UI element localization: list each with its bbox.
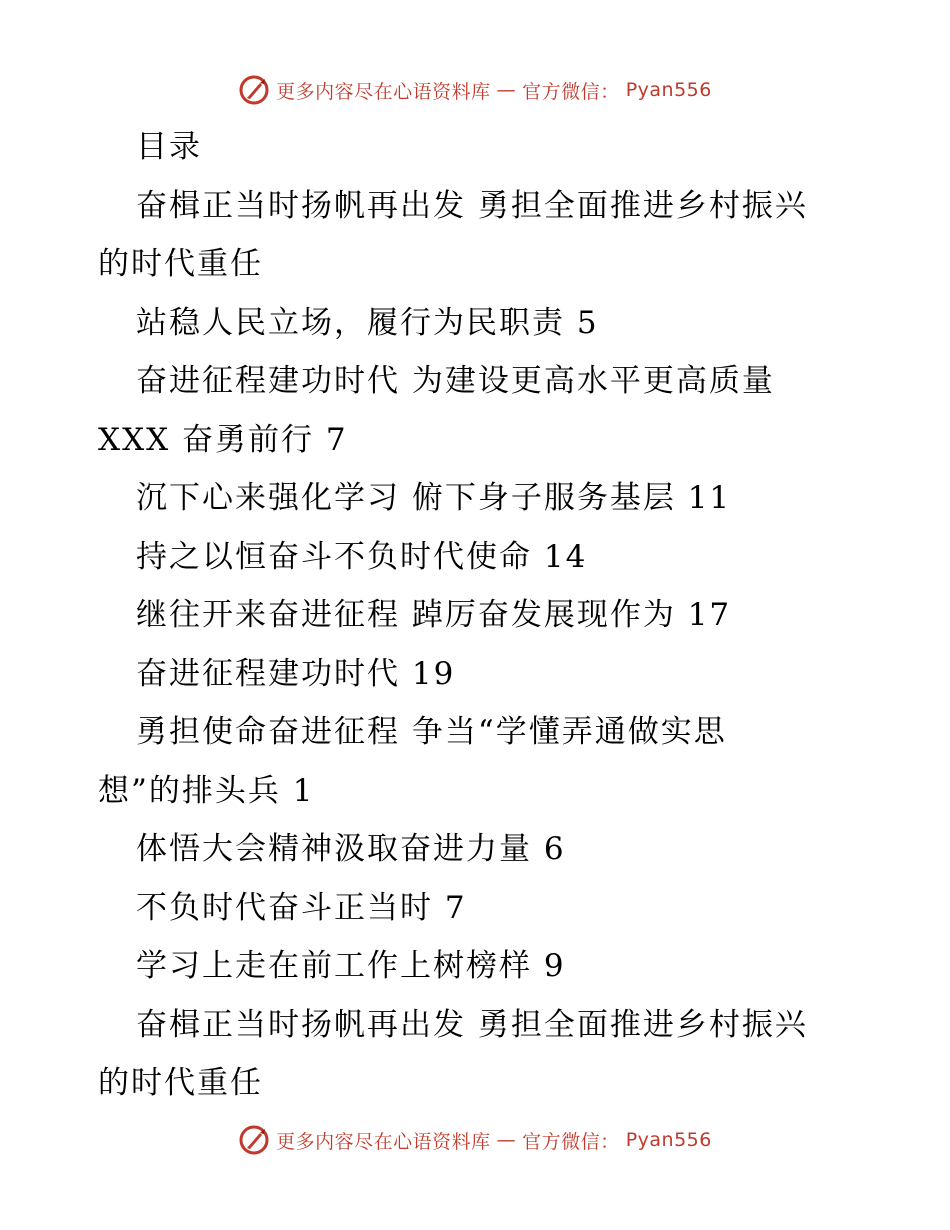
toc-entry: 奋楫正当时扬帆再出发 勇担全面推进乡村振兴 <box>136 187 808 224</box>
watermark-contact-label: 官方微信： <box>522 1130 620 1153</box>
watermark-separator: — <box>496 1129 517 1151</box>
toc-entry: 持之以恒奋斗不负时代使命 14 <box>136 538 588 575</box>
toc-entry-continuation: 的时代重任 <box>98 1065 263 1101</box>
header-watermark <box>0 74 950 106</box>
footer-watermark <box>0 1124 950 1156</box>
toc-entry-continuation: 想”的排头兵 1 <box>98 772 315 809</box>
toc-entry: 站稳人民立场，履行为民职责 5 <box>136 304 599 341</box>
quill-logo-icon <box>238 74 270 106</box>
toc-entry: 沉下心来强化学习 俯下身子服务基层 11 <box>136 480 732 516</box>
toc-entry: 奋进征程建功时代 19 <box>136 655 456 692</box>
watermark-contact-id: Pyan556 <box>625 79 712 101</box>
toc-entry: 勇担使命奋进征程 争当“学懂弄通做实思 <box>136 714 727 750</box>
toc-entry: 奋进征程建功时代 为建设更高水平更高质量 <box>136 363 775 399</box>
watermark-text: 更多内容尽在心语资料库 <box>276 80 491 103</box>
toc-entry-continuation: XXX 奋勇前行 7 <box>98 421 348 458</box>
toc-entry: 不负时代奋斗正当时 7 <box>136 889 467 926</box>
toc-entry: 奋楫正当时扬帆再出发 勇担全面推进乡村振兴 <box>136 1006 808 1043</box>
quill-logo-icon <box>238 1124 270 1156</box>
watermark-contact-label: 官方微信： <box>522 80 620 103</box>
watermark-text: 更多内容尽在心语资料库 <box>276 1130 491 1153</box>
toc-entry-continuation: 的时代重任 <box>98 246 263 282</box>
toc-heading: 目录 <box>136 129 202 165</box>
toc-list <box>98 118 838 1113</box>
toc-entry: 继往开来奋进征程 踔厉奋发展现作为 17 <box>136 597 732 633</box>
watermark-separator: — <box>496 79 517 101</box>
toc-entry: 体悟大会精神汲取奋进力量 6 <box>136 831 566 867</box>
watermark-contact-id: Pyan556 <box>625 1129 712 1151</box>
toc-entry: 学习上走在前工作上树榜样 9 <box>136 948 566 984</box>
